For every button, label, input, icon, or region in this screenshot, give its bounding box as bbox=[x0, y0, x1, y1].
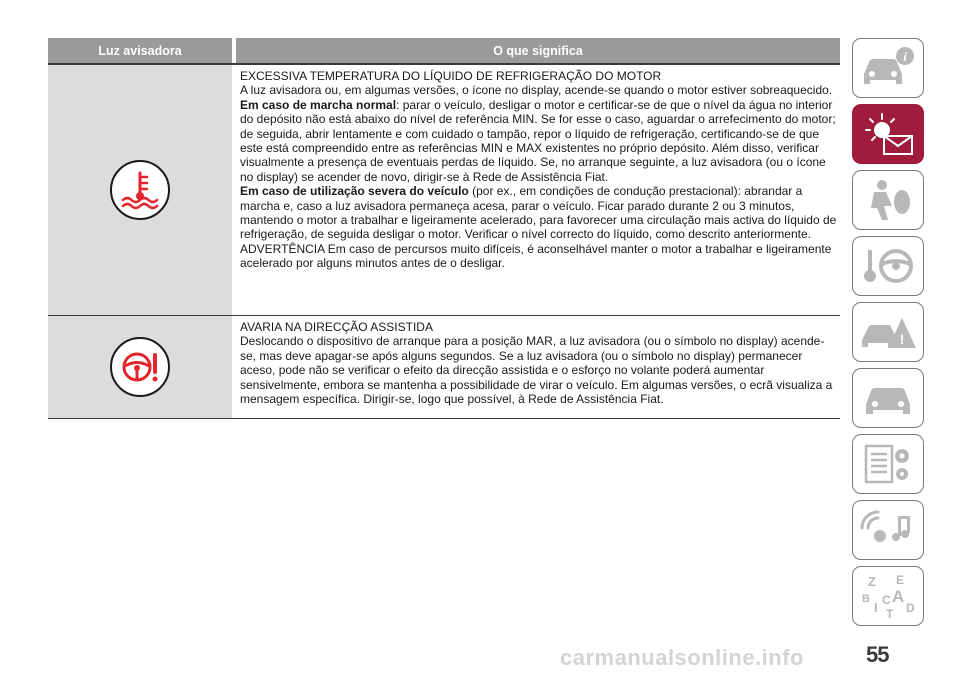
tab-safety[interactable] bbox=[852, 170, 924, 230]
section-text: (por ex., em condições de condução prestacional): abrandar a marcha e, caso a luz avisadora permaneça acesa, parar o veículo. Ficar parado durante 2 ou 3 minutos, mantendo o motor a trabalhar e ligeiramente acelerado, para favorecer uma circulação mais activa do líquido de refrigeração, de seguida desligar o motor. Verificar o nível correcto do líquido, como descrito anteriormente. bbox=[240, 184, 837, 242]
coolant-temperature-warning-icon bbox=[110, 160, 170, 220]
power-steering-fault-icon bbox=[110, 337, 170, 397]
tab-warning-lights[interactable] bbox=[852, 104, 924, 164]
index-letter: B bbox=[862, 593, 870, 605]
tab-starting-driving[interactable] bbox=[852, 236, 924, 296]
tab-emergency[interactable] bbox=[852, 302, 924, 362]
section-heading: Em caso de utilização severa do veículo bbox=[240, 184, 469, 199]
svg-text:i: i bbox=[903, 49, 907, 64]
multimedia-icon bbox=[858, 506, 918, 554]
index-letter: Z bbox=[868, 574, 876, 589]
section-text: : parar o veículo, desligar o motor e certificar-se de que o nível da água no interior do depósito não está abaixo do nível de referência MIN. Se for esse o caso, aguardar o arrefecimento do motor; de seguida, abrir lentamente e com cuidado o tampão, repor o líquido de refrigeração, certificando-se de que este está compreendido entre as referências MIN e MAX existentes no próprio depósito. Além disso, verificar visualmente a presença de eventuais perdas de líquido. Se, no arranque seguinte, a luz avisadora (ou o ícone no display) se acender de novo, dirigir-se à Rede de Assistência Fiat. bbox=[240, 97, 836, 184]
index-letter: I bbox=[874, 600, 878, 615]
tab-car-info[interactable] bbox=[852, 38, 924, 98]
index-letter: E bbox=[896, 573, 905, 587]
chapter-navigation bbox=[852, 38, 926, 632]
row-intro: A luz avisadora ou, em algumas versões, o ícone no display, acende-se quando o motor estiver sobreaquecido. bbox=[240, 83, 833, 98]
section-heading: Em caso de marcha normal bbox=[240, 97, 397, 112]
watermark: carmanualsonline.info bbox=[560, 645, 804, 670]
page-number: 55 bbox=[866, 642, 889, 667]
tab-maintenance[interactable] bbox=[852, 368, 924, 428]
warning-lights-messages-icon bbox=[858, 110, 918, 158]
index-letter: A bbox=[892, 587, 905, 606]
table-row bbox=[48, 65, 840, 316]
alphabetical-index-icon bbox=[858, 572, 918, 620]
tab-technical-data[interactable] bbox=[852, 434, 924, 494]
row-text: Deslocando o dispositivo de arranque para a posição MAR, a luz avisadora (ou o símbolo no display) acende-se, mas deve apagar-se após alguns segundos. Se a luz avisadora (ou o símbolo no display) permanecer aceso, pode não se verificar o efeito da direcção assistida e o esforço no volante poderá aumentar sensivelmente, embora se mantenha a possibilidade de virar o veículo. Em algumas versões, o ecrã visualiza a mensagem específica. Dirigir-se, logo que possível, à Rede de Assistência Fiat. bbox=[240, 334, 833, 407]
car-emergency-icon bbox=[858, 308, 918, 356]
index-letter: T bbox=[886, 607, 894, 620]
seat-airbag-safety-icon bbox=[858, 176, 918, 224]
warning-lights-table bbox=[48, 38, 840, 419]
svg-text:!: ! bbox=[899, 331, 905, 347]
tab-multimedia[interactable] bbox=[852, 500, 924, 560]
row-title: AVARIA NA DIRECÇÃO ASSISTIDA bbox=[240, 320, 433, 334]
header-warning-light: Luz avisadora bbox=[98, 43, 182, 58]
key-steering-wheel-icon bbox=[858, 242, 918, 290]
index-letter: C bbox=[882, 593, 891, 607]
table-row bbox=[48, 316, 840, 419]
table-header bbox=[48, 38, 840, 63]
car-info-icon bbox=[858, 44, 918, 92]
tab-alphabetical-index[interactable] bbox=[852, 566, 924, 626]
warning-note: ADVERTÊNCIA Em caso de percursos muito difíceis, é aconselhável manter o motor a trabalhar e ligeiramente acelerado por alguns minutos antes de o desligar. bbox=[240, 241, 832, 271]
car-maintenance-icon bbox=[858, 374, 918, 422]
row-title: EXCESSIVA TEMPERATURA DO LÍQUIDO DE REFRIGERAÇÃO DO MOTOR bbox=[240, 69, 662, 83]
technical-data-icon bbox=[858, 440, 918, 488]
index-letter: D bbox=[906, 601, 915, 615]
header-meaning: O que significa bbox=[493, 43, 583, 58]
